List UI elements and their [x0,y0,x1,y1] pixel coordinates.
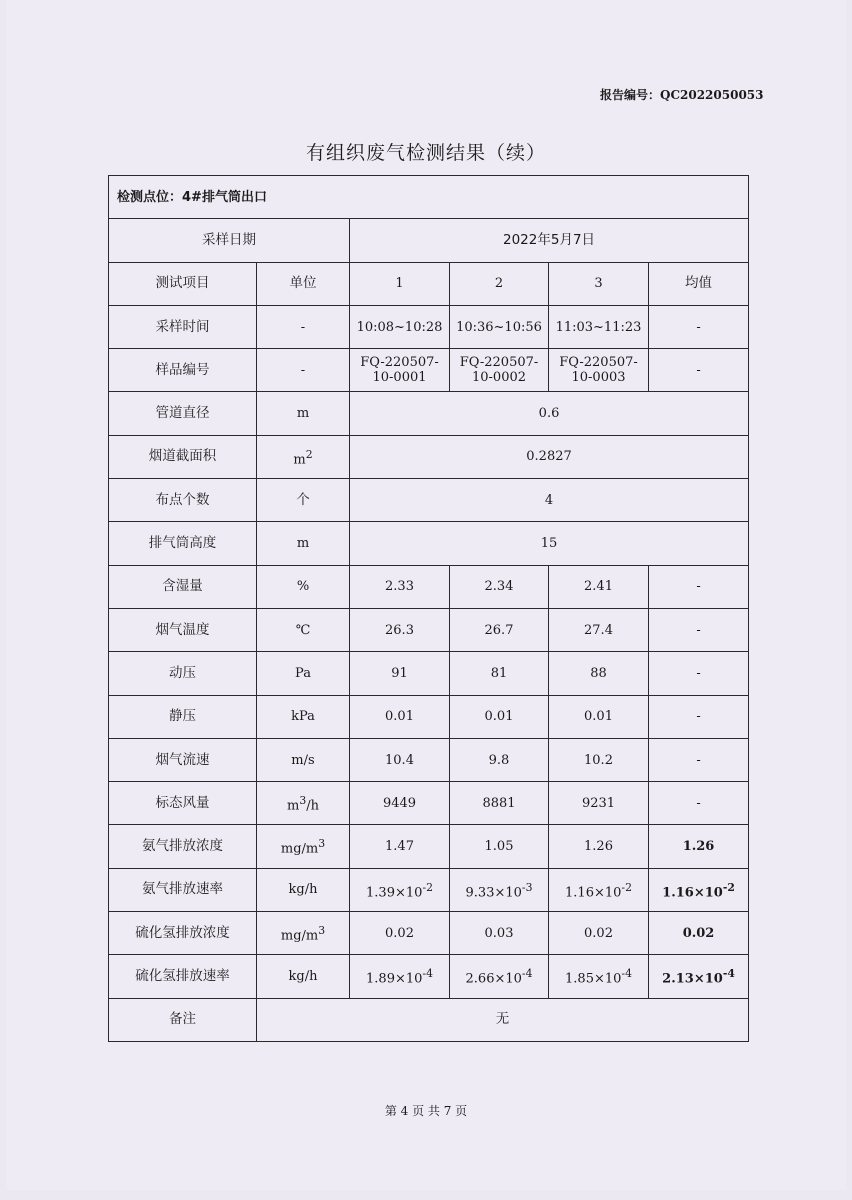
exponent: -3 [521,880,533,894]
cell-2 [450,955,549,998]
row-label: 氨气排放浓度 [109,825,257,868]
id-part: 10-0002 [471,370,527,386]
col-3: 3 [549,262,649,305]
exponent: -2 [422,880,433,894]
cell-3: 0.02 [549,912,649,955]
unit-tail: /h [306,798,319,814]
row-label: 管道直径 [109,392,257,435]
table-row [109,868,749,911]
cell-2: 8881 [450,782,549,825]
unit-sup: 2 [305,447,313,461]
mantissa: 2.66×10 [465,971,522,987]
col-unit: 单位 [257,262,350,305]
cell-avg: - [649,565,749,608]
row-label: 含湿量 [109,565,257,608]
id-part: 10-0003 [571,370,626,386]
unit-base: m [293,452,306,468]
cell-merged: 15 [350,522,749,565]
table-row [109,955,749,998]
row-unit: % [257,565,350,608]
cell-1: 0.02 [350,912,450,955]
row-unit: kPa [257,695,350,738]
row-unit: kg/h [257,868,350,911]
cell-1 [350,955,450,998]
row-unit: Pa [257,652,350,695]
sampling-date-value: 2022年5月7日 [350,219,749,262]
cell-2: 9.8 [450,738,549,781]
table-row [109,392,749,435]
id-part: FQ-220507- [360,355,439,371]
row-label: 烟道截面积 [109,435,257,478]
cell-merged: 0.2827 [350,435,749,478]
id-part: FQ-220507- [559,355,638,371]
cell-3 [549,349,649,392]
remarks-value: 无 [257,998,749,1041]
exponent: -4 [621,967,632,981]
exponent: -4 [521,967,533,981]
row-unit: m/s [257,738,350,781]
cell-3: 27.4 [549,608,649,651]
row-label: 标态风量 [109,782,257,825]
cell-avg: - [649,349,749,392]
cell-1: 2.33 [350,565,450,608]
row-label: 排气筒高度 [109,522,257,565]
cell-avg [649,955,749,998]
row-unit [257,912,350,955]
cell-1 [350,868,450,911]
row-label: 动压 [109,652,257,695]
cell-1: 91 [350,652,450,695]
seal-stamp [822,515,850,675]
cell-1: 10:08~10:28 [350,305,450,348]
mantissa: 1.16×10 [662,885,723,901]
cell-3: 1.26 [549,825,649,868]
row-unit: ℃ [257,608,350,651]
row-unit: - [257,305,350,348]
cell-avg: - [649,652,749,695]
cell-2: 2.34 [450,565,549,608]
table-row [109,522,749,565]
unit-base: m [287,798,300,814]
unit-base: mg/m [280,928,319,944]
table-row [109,912,749,955]
row-label: 布点个数 [109,479,257,522]
cell-3: 2.41 [549,565,649,608]
cell-avg: - [649,608,749,651]
row-unit [257,435,350,478]
row-label: 氨气排放速率 [109,868,257,911]
cell-avg: 0.02 [649,912,749,955]
cell-merged: 4 [350,479,749,522]
cell-3: 88 [549,652,649,695]
cell-1: 10.4 [350,738,450,781]
table-row [109,998,749,1041]
unit-sup: 3 [299,794,307,808]
table-row [109,738,749,781]
table-row [109,305,749,348]
exponent: -2 [722,880,735,894]
row-unit: kg/h [257,955,350,998]
exponent: -4 [422,967,433,981]
row-unit: 个 [257,479,350,522]
location-cell: 检测点位：4#排气筒出口 [109,176,749,219]
row-label: 烟气流速 [109,738,257,781]
table-row [109,565,749,608]
row-unit [257,782,350,825]
cell-2: 0.01 [450,695,549,738]
mantissa: 9.33×10 [465,885,522,901]
report-number: 报告编号：QC2022050053 [600,88,764,102]
cell-3: 0.01 [549,695,649,738]
cell-3: 11:03~11:23 [549,305,649,348]
row-label: 采样时间 [109,305,257,348]
cell-1: 1.47 [350,825,450,868]
unit-sup: 3 [318,924,326,938]
page-footer: 第 4 页 共 7 页 [384,1104,468,1118]
col-avg: 均值 [649,262,749,305]
table-header-row [109,262,749,305]
cell-3: 9231 [549,782,649,825]
cell-avg: - [649,305,749,348]
id-part: 10-0001 [372,370,427,386]
table-row [109,695,749,738]
row-label: 硫化氢排放速率 [109,955,257,998]
table-row [109,219,749,262]
cell-1: 9449 [350,782,450,825]
table-row [109,652,749,695]
results-table [108,175,749,1042]
mantissa: 1.85×10 [565,971,622,987]
row-unit [257,825,350,868]
col-1: 1 [350,262,450,305]
cell-avg: - [649,695,749,738]
cell-merged: 0.6 [350,392,749,435]
row-unit: m [257,522,350,565]
table-row [109,782,749,825]
row-label: 样品编号 [109,349,257,392]
exponent: -2 [621,880,632,894]
cell-2 [450,868,549,911]
page-title: 有组织废气检测结果（续） [305,142,546,164]
table-row [109,435,749,478]
row-unit: - [257,349,350,392]
cell-avg: - [649,738,749,781]
cell-avg: 1.26 [649,825,749,868]
table-row [109,176,749,219]
cell-3 [549,955,649,998]
cell-2: 1.05 [450,825,549,868]
sampling-date-label: 采样日期 [109,219,350,262]
col-item: 测试项目 [109,262,257,305]
remarks-label: 备注 [109,998,257,1041]
table-row [109,479,749,522]
col-2: 2 [450,262,549,305]
row-label: 静压 [109,695,257,738]
cell-avg: - [649,782,749,825]
cell-1: 0.01 [350,695,450,738]
mantissa: 1.16×10 [565,885,622,901]
cell-2 [450,349,549,392]
table-row [109,349,749,392]
cell-3 [549,868,649,911]
table-row [109,825,749,868]
exponent: -4 [722,967,735,981]
table-row [109,608,749,651]
mantissa: 2.13×10 [662,971,723,987]
row-label: 硫化氢排放浓度 [109,912,257,955]
mantissa: 1.89×10 [366,971,423,987]
cell-3: 10.2 [549,738,649,781]
cell-2: 10:36~10:56 [450,305,549,348]
row-label: 烟气温度 [109,608,257,651]
mantissa: 1.39×10 [366,885,423,901]
cell-2: 81 [450,652,549,695]
cell-2: 0.03 [450,912,549,955]
unit-sup: 3 [318,837,326,851]
cell-1 [350,349,450,392]
unit-base: mg/m [280,841,319,857]
cell-2: 26.7 [450,608,549,651]
cell-avg [649,868,749,911]
row-unit: m [257,392,350,435]
cell-1: 26.3 [350,608,450,651]
id-part: FQ-220507- [459,355,539,371]
